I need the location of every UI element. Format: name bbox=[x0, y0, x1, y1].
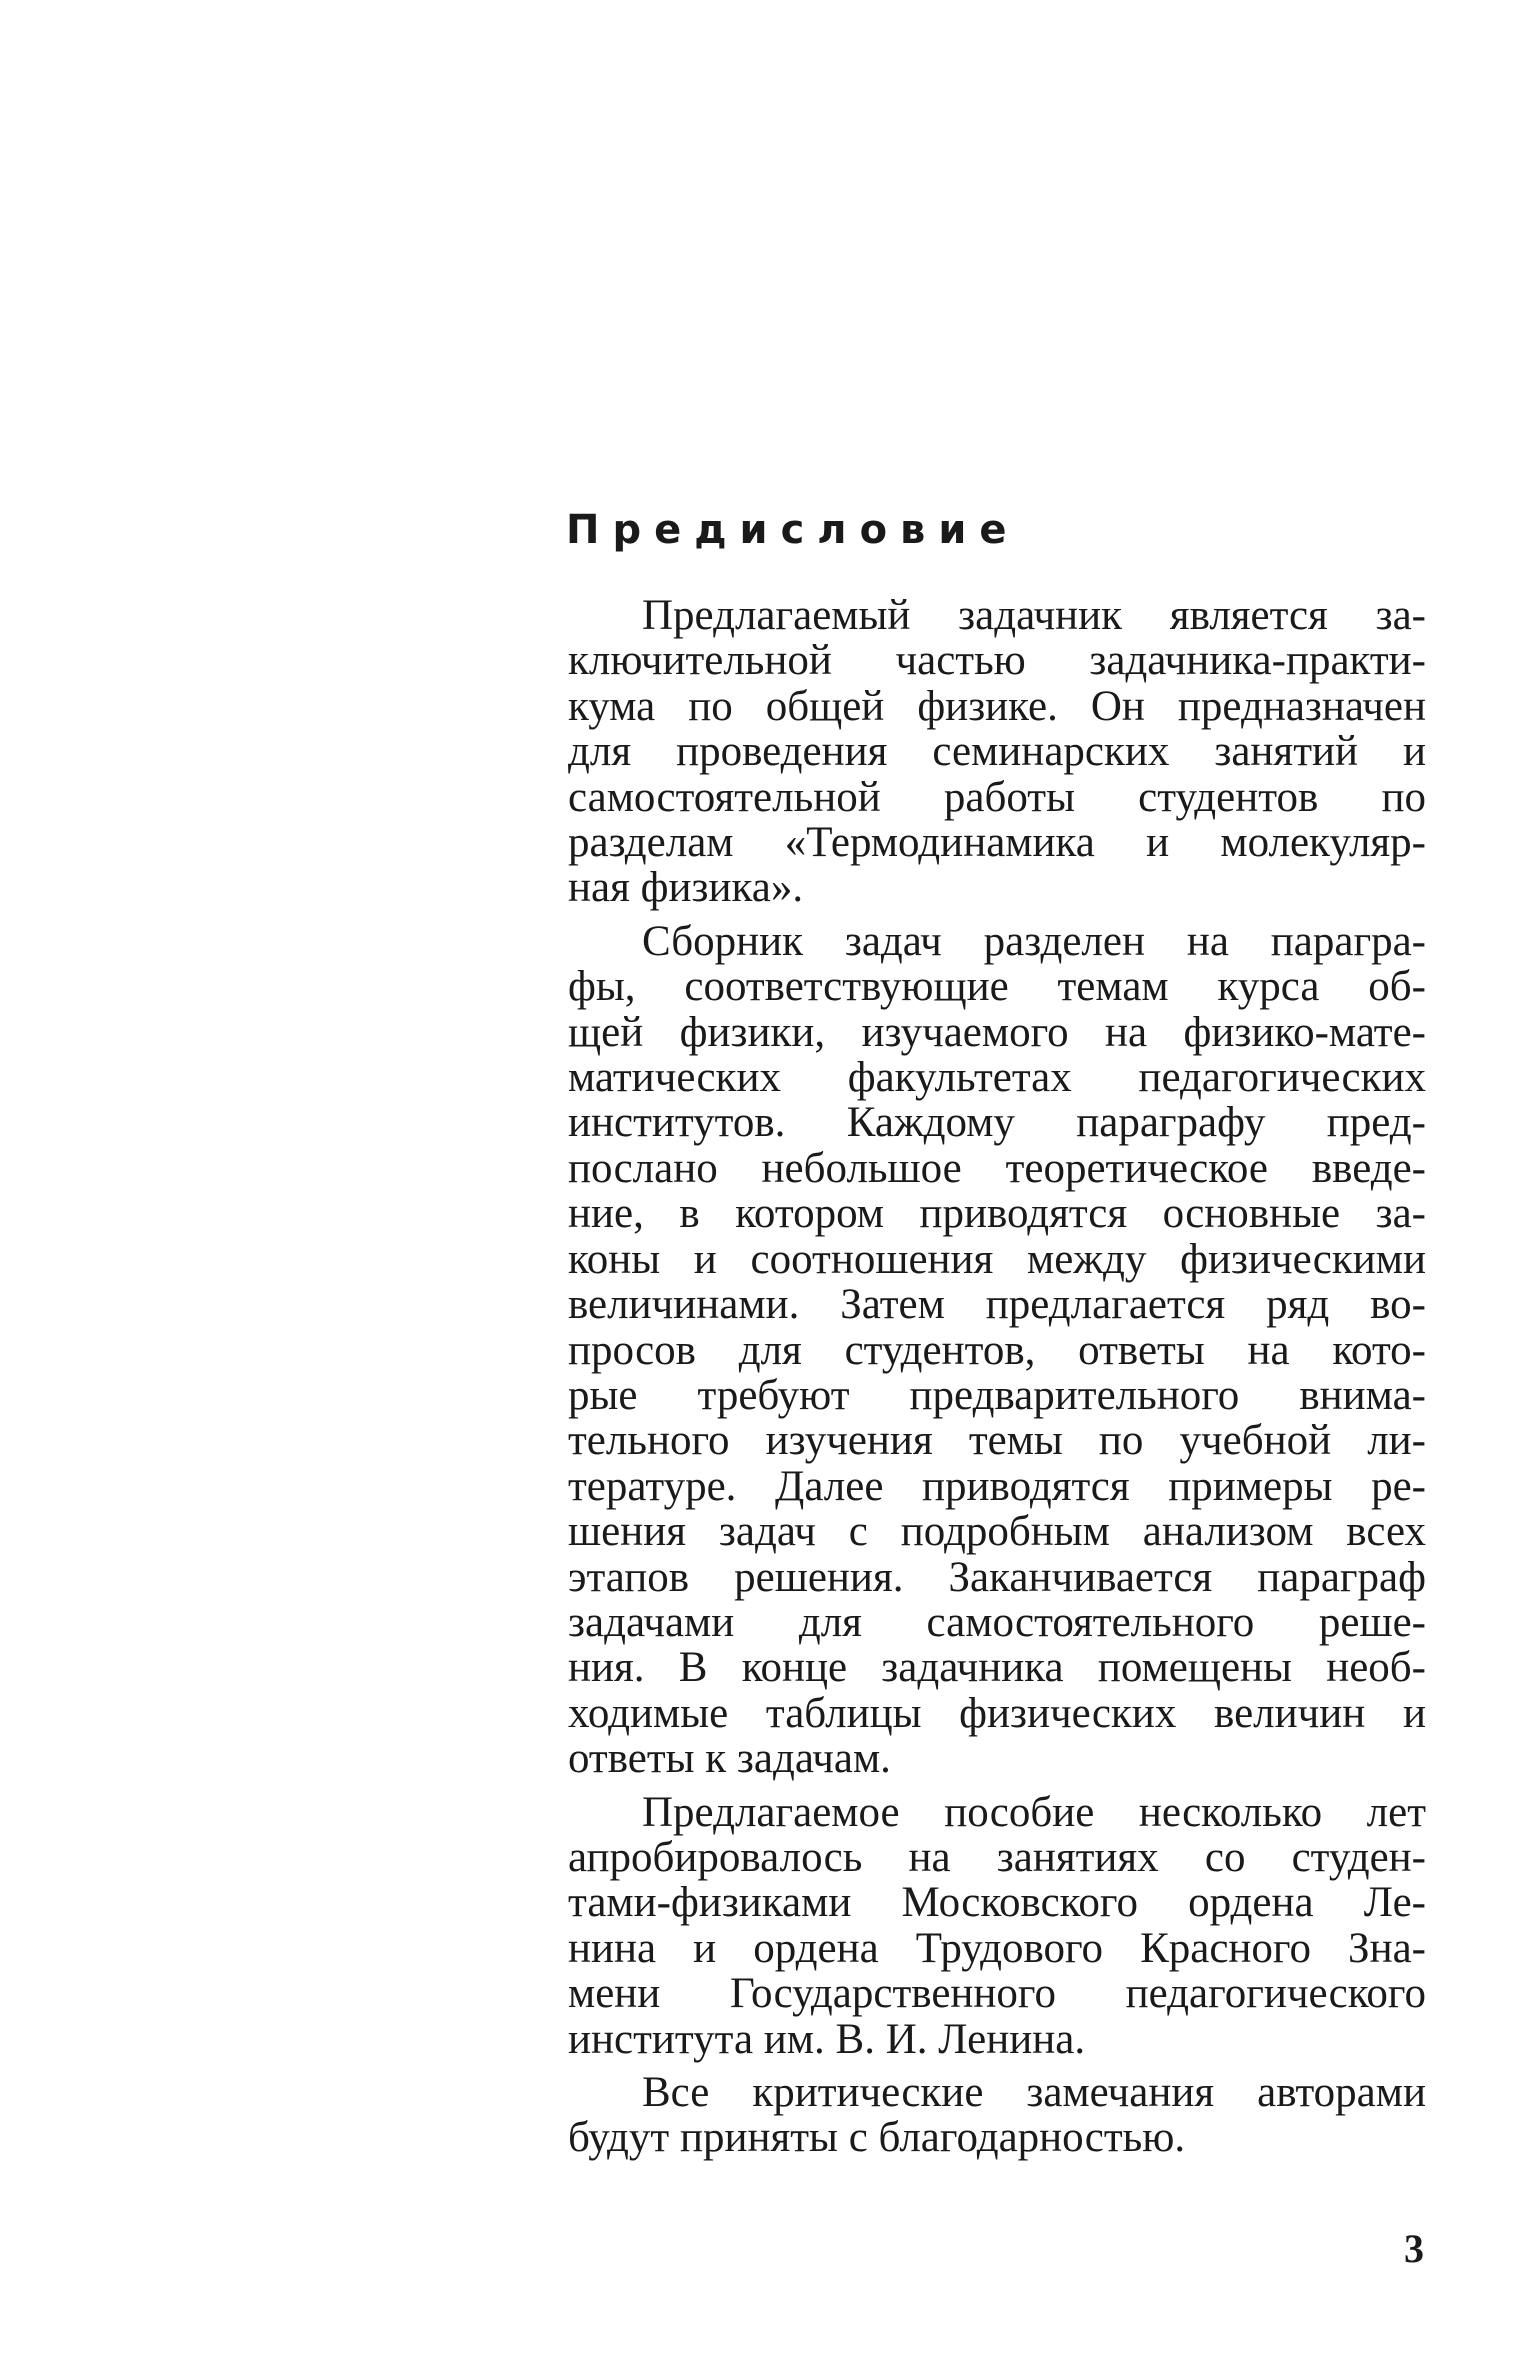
text-line: ние, в котором приводятся основные за- bbox=[568, 1190, 1426, 1238]
text-line: для проведения семинарских занятий и bbox=[568, 728, 1426, 776]
text-line: ходимые таблицы физических величин и bbox=[568, 1689, 1426, 1737]
text-line: тературе. Далее приводятся примеры ре- bbox=[568, 1462, 1426, 1510]
text-line: ния. В конце задачника помещены необ- bbox=[568, 1644, 1426, 1692]
text-line: фы, соответствующие темам курса об- bbox=[568, 963, 1426, 1011]
paragraph-4 bbox=[568, 2070, 1426, 2161]
preface-heading: Предисловие bbox=[566, 507, 1020, 553]
text-line: будут приняты с благодарностью. bbox=[568, 2114, 1186, 2162]
text-line: матических факультетах педагогических bbox=[568, 1054, 1426, 1102]
paragraph-1 bbox=[568, 593, 1426, 911]
text-line: рые требуют предварительного внима- bbox=[568, 1371, 1426, 1419]
paragraph-3 bbox=[568, 1790, 1426, 2062]
text-line: просов для студентов, ответы на кото- bbox=[568, 1326, 1426, 1374]
text-line: послано небольшое теоретическое введе- bbox=[568, 1144, 1426, 1192]
text-line: ключительной частью задачника-практи- bbox=[568, 637, 1426, 685]
text-line: тельного изучения темы по учебной ли- bbox=[568, 1417, 1426, 1465]
text-line: задачами для самостоятельного реше- bbox=[568, 1598, 1426, 1646]
text-line: щей физики, изучаемого на физико-мате- bbox=[568, 1008, 1426, 1056]
text-line: Все критические замечания авторами bbox=[642, 2069, 1426, 2116]
text-line: Предлагаемое пособие несколько лет bbox=[642, 1788, 1426, 1836]
text-line: разделам «Термодинамика и молекуляр- bbox=[568, 819, 1426, 867]
text-line: тами-физиками Московского ордена Ле- bbox=[568, 1879, 1426, 1927]
text-line: ответы к задачам. bbox=[568, 1735, 891, 1783]
text-line: шения задач с подробным анализом всех bbox=[568, 1508, 1426, 1556]
page-number: 3 bbox=[1404, 2226, 1424, 2271]
text-line: коны и соотношения между физическими bbox=[568, 1235, 1426, 1283]
text-line: величинами. Затем предлагается ряд во- bbox=[568, 1281, 1426, 1329]
text-line: Сборник задач разделен на парагра- bbox=[642, 917, 1426, 965]
text-line: этапов решения. Заканчивается параграф bbox=[568, 1553, 1426, 1601]
text-line: мени Государственного педагогического bbox=[568, 1970, 1426, 2018]
text-line: ная физика». bbox=[568, 864, 804, 912]
text-line: нина и ордена Трудового Красного Зна- bbox=[568, 1924, 1426, 1972]
paragraph-2 bbox=[568, 919, 1426, 1782]
text-line: Предлагаемый задачник является за- bbox=[642, 592, 1426, 639]
text-line: самостоятельной работы студентов по bbox=[568, 773, 1426, 821]
text-line: института им. В. И. Ленина. bbox=[568, 2015, 1086, 2063]
text-line: институтов. Каждому параграфу пред- bbox=[568, 1099, 1426, 1147]
text-line: кума по общей физике. Он предназначен bbox=[568, 682, 1426, 730]
preface-body bbox=[568, 593, 1426, 2161]
text-line: апробировалось на занятиях со студен- bbox=[568, 1833, 1426, 1881]
